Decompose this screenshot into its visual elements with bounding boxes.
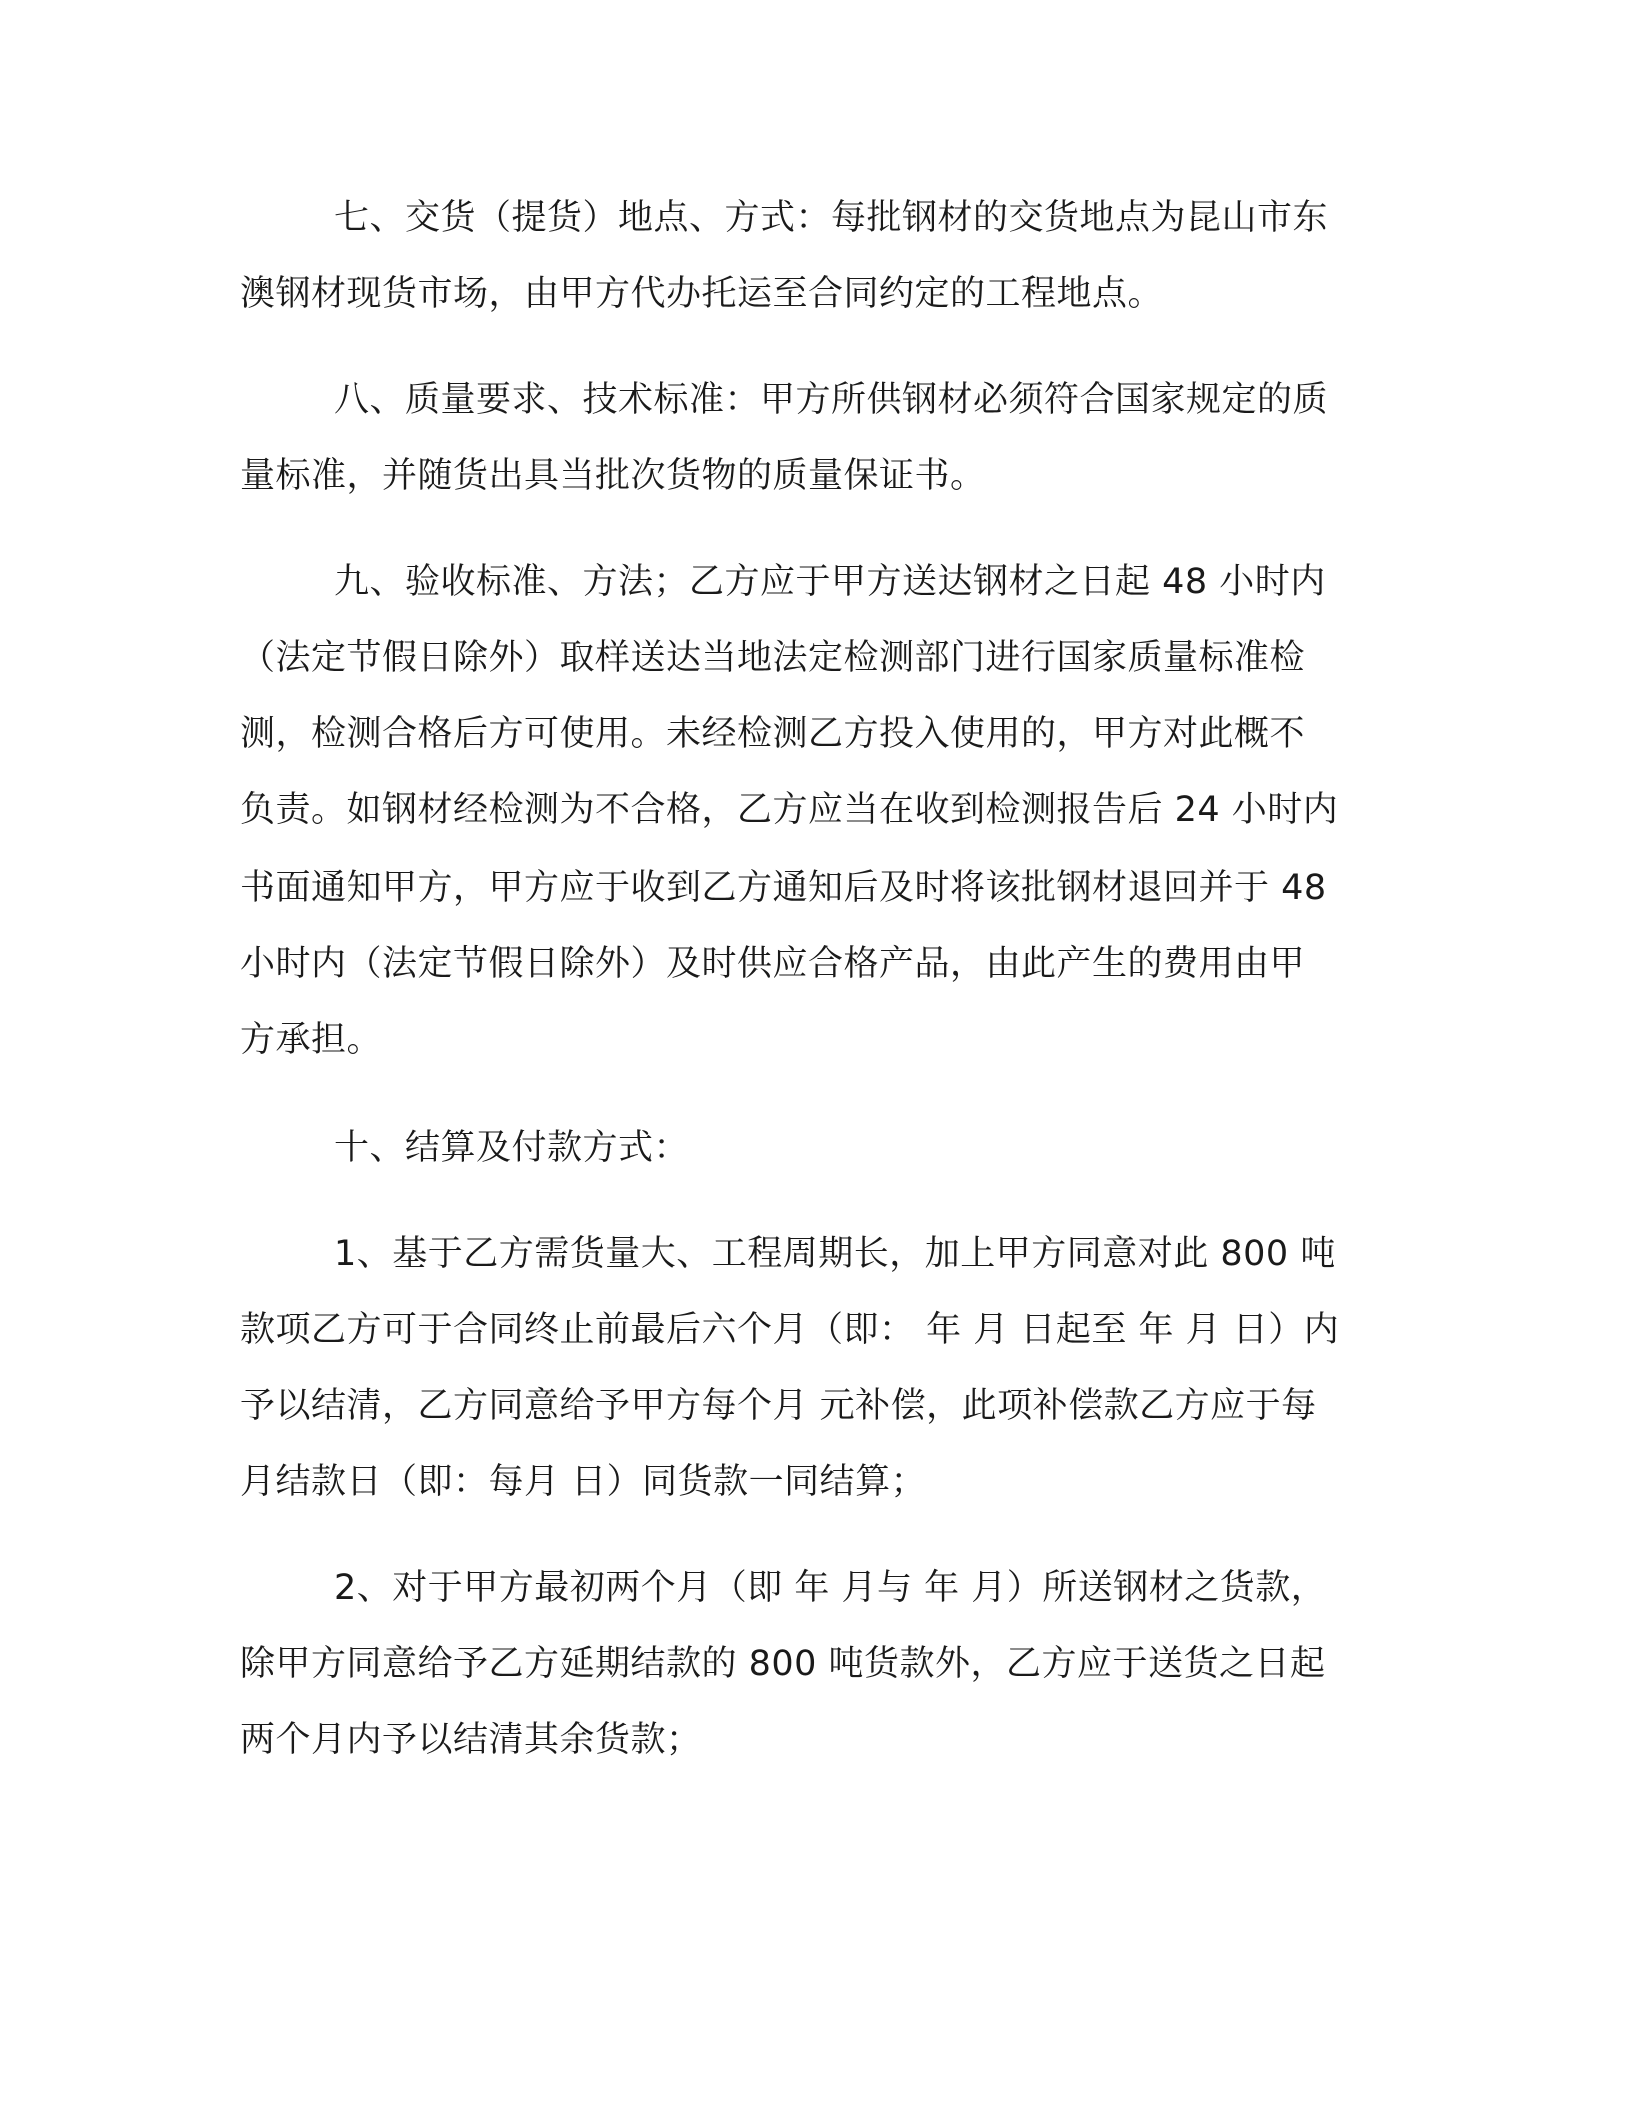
clause-9-line-3: 测，检测合格后方可使用。未经检测乙方投入使用的，甲方对此概不 [240, 714, 1306, 754]
clause-9-line-5: 书面通知甲方，甲方应于收到乙方通知后及时将该批钢材退回并于 48 [240, 868, 1327, 908]
clause-9-line-7: 方承担。 [240, 1020, 383, 1060]
clause-9-line-4: 负责。如钢材经检测为不合格，乙方应当在收到检测报告后 24 小时内 [240, 790, 1339, 830]
clause-9-line-1: 九、验收标准、方法；乙方应于甲方送达钢材之日起 48 小时内 [334, 562, 1326, 602]
clause-10-1-line-4: 月结款日（即：每月 日）同货款一同结算； [240, 1462, 927, 1502]
clause-10-2-line-3: 两个月内予以结清其余货款； [240, 1720, 702, 1760]
clause-10-1-line-2: 款项乙方可于合同终止前最后六个月（即： 年 月 日起至 年 月 日）内 [240, 1310, 1340, 1350]
clause-10-heading: 十、结算及付款方式： [334, 1128, 690, 1168]
clause-10-1-line-1: 1、基于乙方需货量大、工程周期长，加上甲方同意对此 800 吨 [334, 1234, 1336, 1274]
clause-8-line-1: 八、质量要求、技术标准：甲方所供钢材必须符合国家规定的质 [334, 380, 1329, 420]
clause-10-2-line-2: 除甲方同意给予乙方延期结款的 800 吨货款外，乙方应于送货之日起 [240, 1644, 1326, 1684]
clause-10-1-line-3: 予以结清，乙方同意给予甲方每个月 元补偿，此项补偿款乙方应于每 [240, 1386, 1317, 1426]
clause-7-line-1: 七、交货（提货）地点、方式：每批钢材的交货地点为昆山市东 [334, 198, 1329, 238]
clause-9-line-6: 小时内（法定节假日除外）及时供应合格产品，由此产生的费用由甲 [240, 944, 1306, 984]
clause-8-line-2: 量标准，并随货出具当批次货物的质量保证书。 [240, 456, 986, 496]
clause-10-2-line-1: 2、对于甲方最初两个月（即 年 月与 年 月）所送钢材之货款， [334, 1568, 1327, 1608]
clause-7-line-2: 澳钢材现货市场，由甲方代办托运至合同约定的工程地点。 [240, 274, 1164, 314]
clause-9-line-2: （法定节假日除外）取样送达当地法定检测部门进行国家质量标准检 [240, 638, 1306, 678]
